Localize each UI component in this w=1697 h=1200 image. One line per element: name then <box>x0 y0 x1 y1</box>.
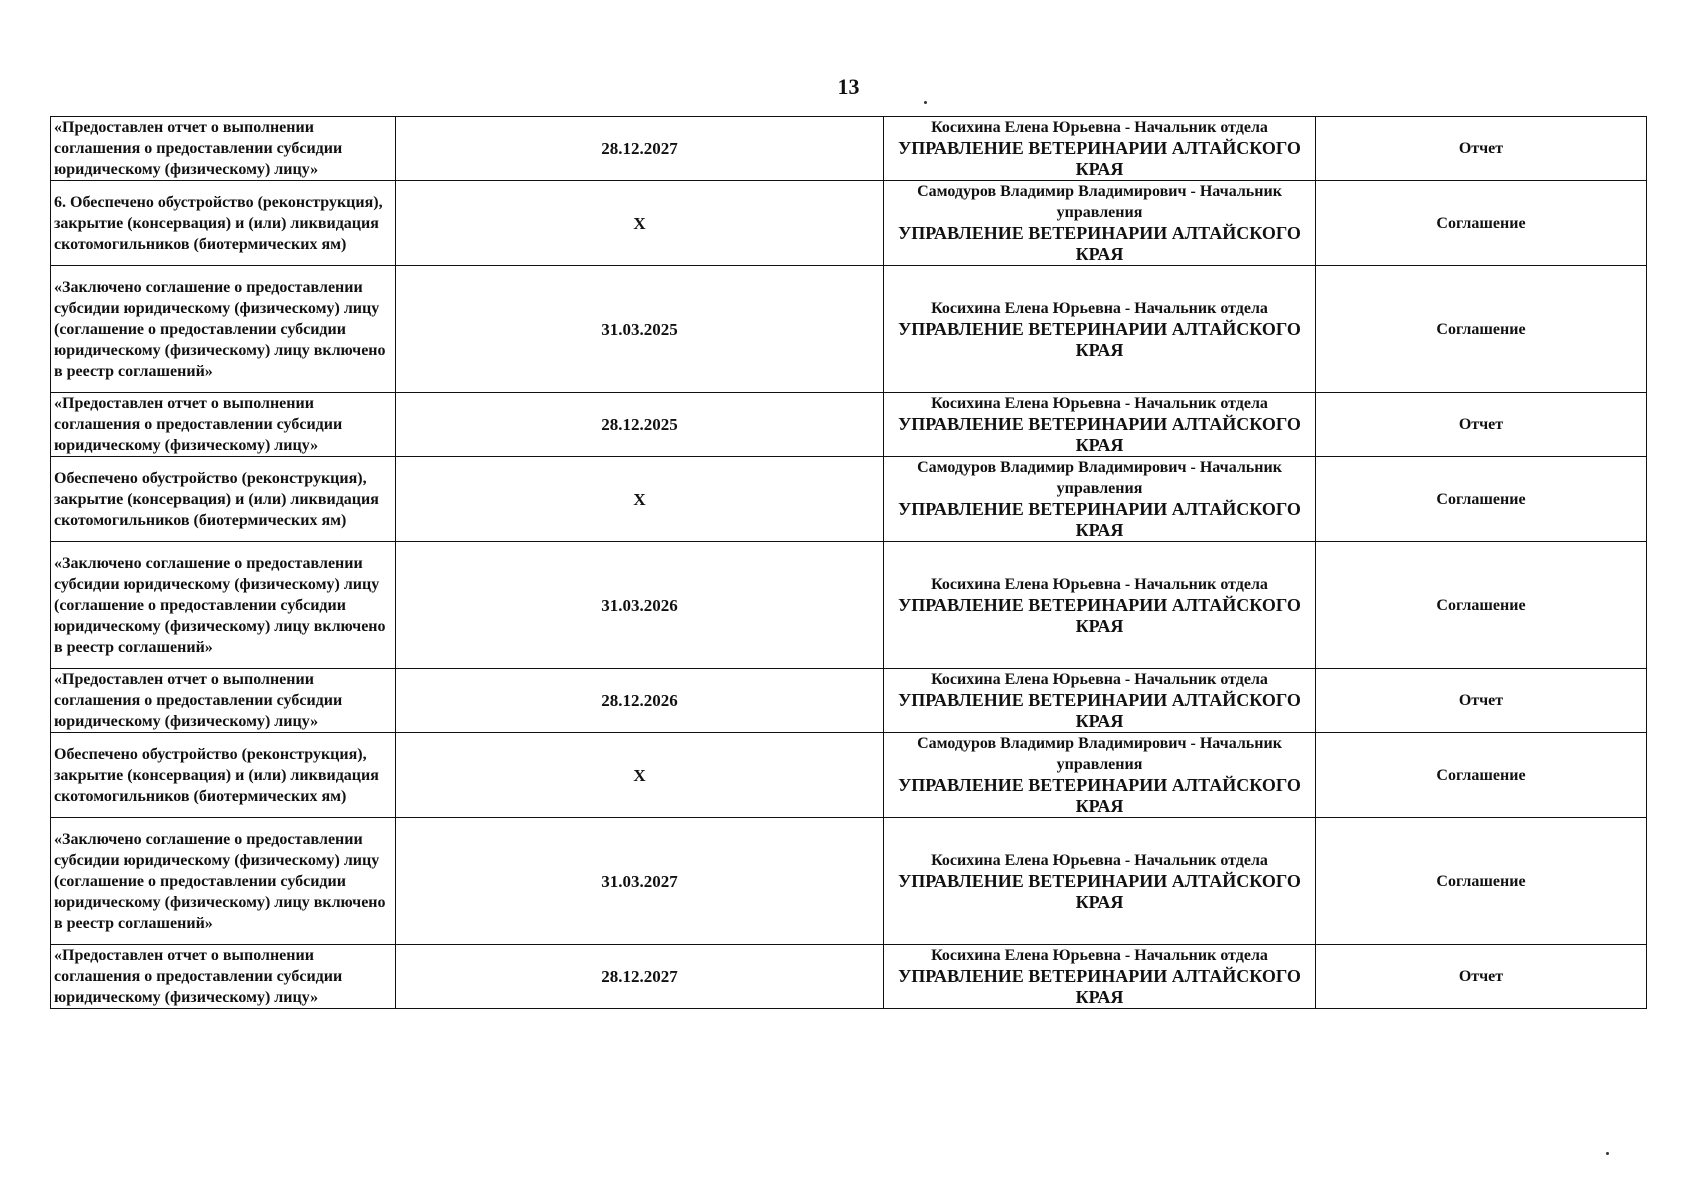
responsible-org: УПРАВЛЕНИЕ ВЕТЕРИНАРИИ АЛТАЙСКОГО КРАЯ <box>898 594 1301 636</box>
page-number: 13 <box>837 74 860 99</box>
responsible-person: Косихина Елена Юрьевна - Начальник отдела <box>931 299 1268 317</box>
responsible-person: Самодуров Владимир Владимирович - Начальник управления <box>917 459 1282 497</box>
event-cell: Обеспечено обустройство (реконструкция), закрытие (консервация) и (или) ликвидация скотомогильников (биотермических ям) <box>51 733 396 818</box>
responsible-cell <box>884 266 1316 393</box>
event-cell: «Предоставлен отчет о выполнении соглашения о предоставлении субсидии юридическому (физическому) лицу» <box>51 117 396 181</box>
responsible-cell <box>884 542 1316 669</box>
responsible-cell <box>884 733 1316 818</box>
responsible-person: Косихина Елена Юрьевна - Начальник отдела <box>931 395 1268 412</box>
responsible-person: Косихина Елена Юрьевна - Начальник отдела <box>931 671 1268 688</box>
responsible-cell <box>884 818 1316 945</box>
document-cell: Соглашение <box>1316 818 1647 945</box>
table-row <box>51 181 1647 266</box>
event-cell: «Предоставлен отчет о выполнении соглашения о предоставлении субсидии юридическому (физическому) лицу» <box>51 393 396 457</box>
responsible-cell <box>884 669 1316 733</box>
date-cell: 28.12.2026 <box>396 669 884 733</box>
document-cell: Соглашение <box>1316 542 1647 669</box>
responsible-cell <box>884 457 1316 542</box>
document-cell: Соглашение <box>1316 181 1647 266</box>
date-cell: 28.12.2027 <box>396 117 884 181</box>
date-cell: 28.12.2025 <box>396 393 884 457</box>
responsible-org: УПРАВЛЕНИЕ ВЕТЕРИНАРИИ АЛТАЙСКОГО КРАЯ <box>898 223 1301 264</box>
event-cell: 6. Обеспечено обустройство (реконструкция), закрытие (консервация) и (или) ликвидация скотомогильников (биотермических ям) <box>51 181 396 266</box>
event-cell: Обеспечено обустройство (реконструкция), закрытие (консервация) и (или) ликвидация скотомогильников (биотермических ям) <box>51 457 396 542</box>
responsible-org: УПРАВЛЕНИЕ ВЕТЕРИНАРИИ АЛТАЙСКОГО КРАЯ <box>898 690 1301 731</box>
document-cell: Соглашение <box>1316 733 1647 818</box>
responsible-person: Косихина Елена Юрьевна - Начальник отдела <box>931 947 1268 964</box>
responsible-org: УПРАВЛЕНИЕ ВЕТЕРИНАРИИ АЛТАЙСКОГО КРАЯ <box>898 775 1301 816</box>
responsible-org: УПРАВЛЕНИЕ ВЕТЕРИНАРИИ АЛТАЙСКОГО КРАЯ <box>898 414 1301 455</box>
event-cell: «Предоставлен отчет о выполнении соглашения о предоставлении субсидии юридическому (физическому) лицу» <box>51 945 396 1009</box>
date-cell: X <box>396 457 884 542</box>
document-cell: Отчет <box>1316 669 1647 733</box>
document-cell: Отчет <box>1316 945 1647 1009</box>
responsible-person: Самодуров Владимир Владимирович - Начальник управления <box>917 183 1282 221</box>
responsible-org: УПРАВЛЕНИЕ ВЕТЕРИНАРИИ АЛТАЙСКОГО КРАЯ <box>898 870 1301 912</box>
date-cell: X <box>396 733 884 818</box>
table-row <box>51 818 1647 945</box>
document-cell: Отчет <box>1316 117 1647 181</box>
table-row <box>51 457 1647 542</box>
responsible-org: УПРАВЛЕНИЕ ВЕТЕРИНАРИИ АЛТАЙСКОГО КРАЯ <box>898 966 1301 1007</box>
responsible-cell <box>884 181 1316 266</box>
table-row <box>51 669 1647 733</box>
responsible-org: УПРАВЛЕНИЕ ВЕТЕРИНАРИИ АЛТАЙСКОГО КРАЯ <box>898 318 1301 360</box>
table-row <box>51 393 1647 457</box>
table-row <box>51 266 1647 393</box>
document-cell: Отчет <box>1316 393 1647 457</box>
event-cell: «Заключено соглашение о предоставлении субсидии юридическому (физическому) лицу (соглашение о предоставлении субсидии юридическому (физическому) лицу включено в реестр соглашений» <box>51 818 396 945</box>
scan-speck <box>924 101 927 104</box>
table-row <box>51 542 1647 669</box>
responsible-org: УПРАВЛЕНИЕ ВЕТЕРИНАРИИ АЛТАЙСКОГО КРАЯ <box>898 138 1301 179</box>
responsible-cell <box>884 945 1316 1009</box>
event-cell: «Заключено соглашение о предоставлении субсидии юридическому (физическому) лицу (соглашение о предоставлении субсидии юридическому (физическому) лицу включено в реестр соглашений» <box>51 266 396 393</box>
date-cell: X <box>396 181 884 266</box>
responsible-cell <box>884 393 1316 457</box>
event-cell: «Заключено соглашение о предоставлении субсидии юридическому (физическому) лицу (соглашение о предоставлении субсидии юридическому (физическому) лицу включено в реестр соглашений» <box>51 542 396 669</box>
date-cell: 28.12.2027 <box>396 945 884 1009</box>
responsible-person: Косихина Елена Юрьевна - Начальник отдела <box>931 119 1268 136</box>
date-cell: 31.03.2027 <box>396 818 884 945</box>
date-cell: 31.03.2025 <box>396 266 884 393</box>
table-row <box>51 733 1647 818</box>
responsible-person: Косихина Елена Юрьевна - Начальник отдела <box>931 851 1268 869</box>
responsible-org: УПРАВЛЕНИЕ ВЕТЕРИНАРИИ АЛТАЙСКОГО КРАЯ <box>898 499 1301 540</box>
responsible-person: Самодуров Владимир Владимирович - Начальник управления <box>917 735 1282 773</box>
plan-table <box>50 116 1647 1009</box>
table-row <box>51 945 1647 1009</box>
responsible-cell <box>884 117 1316 181</box>
event-cell: «Предоставлен отчет о выполнении соглашения о предоставлении субсидии юридическому (физическому) лицу» <box>51 669 396 733</box>
document-cell: Соглашение <box>1316 266 1647 393</box>
document-cell: Соглашение <box>1316 457 1647 542</box>
table-row <box>51 117 1647 181</box>
scan-speck <box>1606 1152 1609 1155</box>
responsible-person: Косихина Елена Юрьевна - Начальник отдела <box>931 575 1268 593</box>
date-cell: 31.03.2026 <box>396 542 884 669</box>
